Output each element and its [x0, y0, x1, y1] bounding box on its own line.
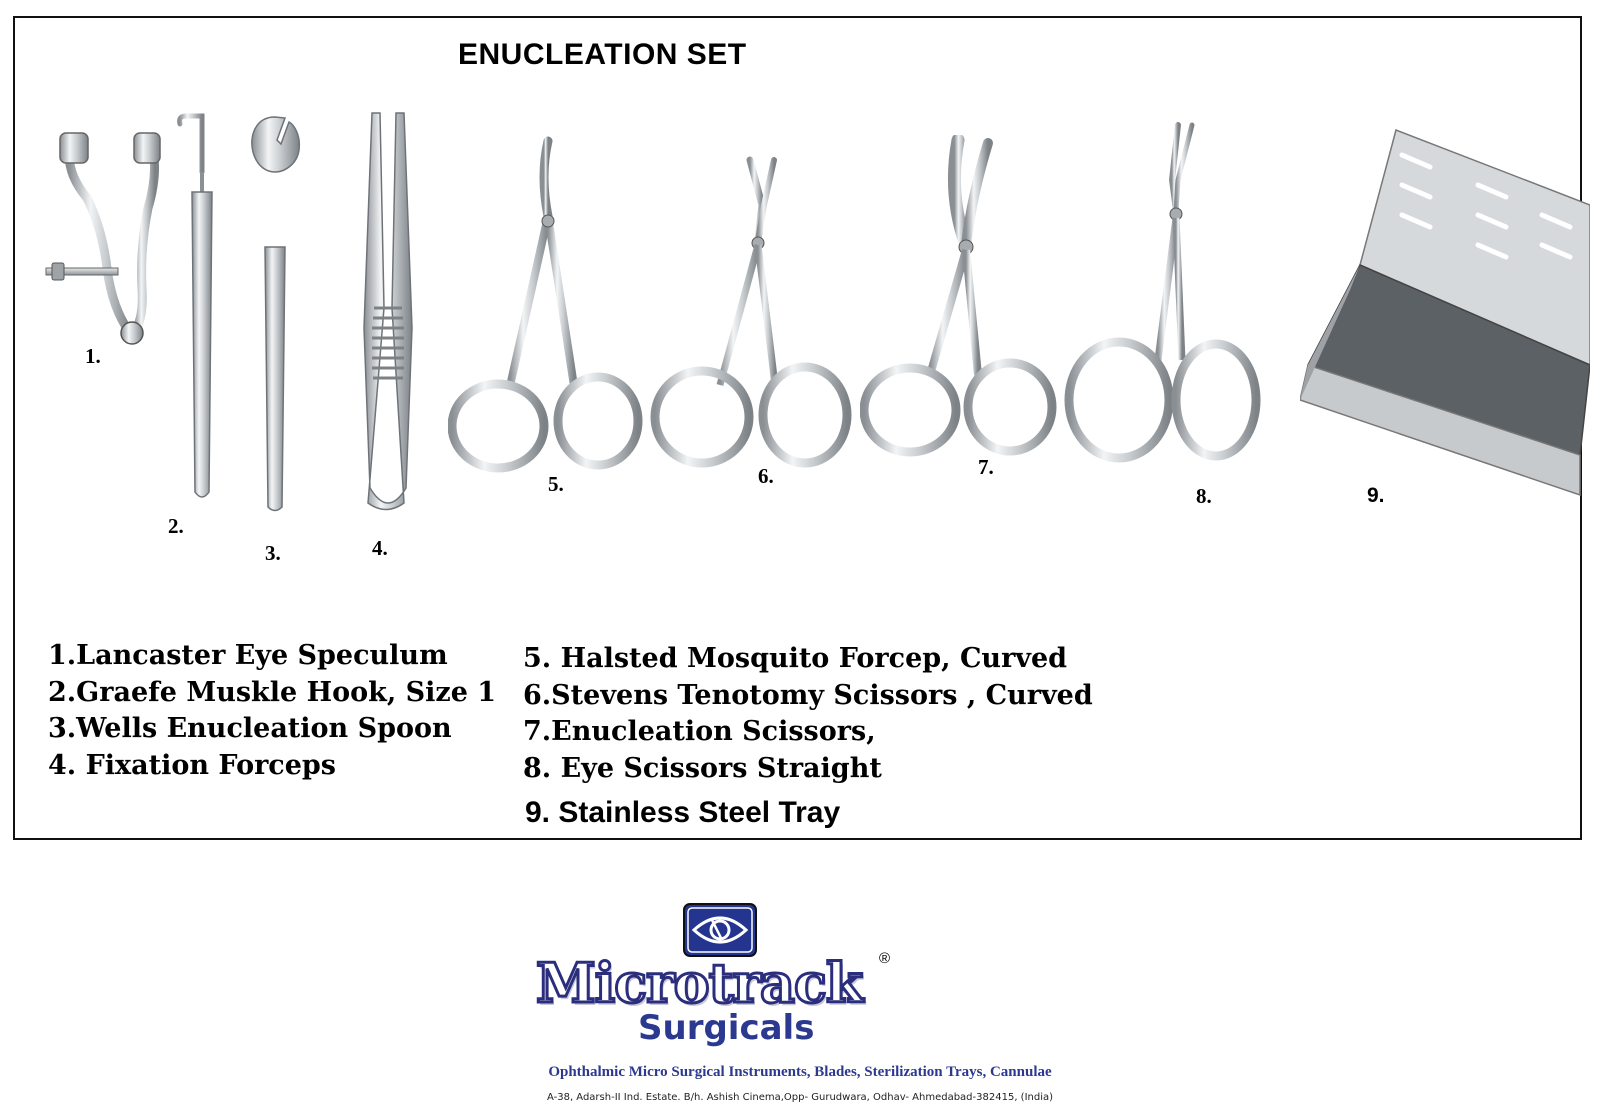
list-item: 5. Halsted Mosquito Forcep, Curved: [523, 643, 1068, 674]
item-number-4: 4.: [372, 536, 388, 560]
page-title: ENUCLEATION SET: [458, 38, 747, 71]
eye-logo-icon: [682, 902, 758, 958]
enucleation-scissors-icon: [860, 135, 1060, 460]
tenotomy-scissors-icon: [650, 155, 855, 475]
item-number-2: 2.: [168, 514, 184, 538]
mosquito-forceps-icon: [448, 136, 648, 481]
company-address: A-38, Adarsh-II Ind. Estate. B/h. Ashish Cinema,Opp- Gurudwara, Odhav- Ahmedabad-382415, (India): [546, 1092, 1054, 1103]
item-number-5: 5.: [548, 472, 564, 496]
list-item: 1.Lancaster Eye Speculum: [48, 640, 448, 671]
list-item: 4. Fixation Forceps: [48, 749, 336, 781]
item-number-3: 3.: [265, 541, 281, 565]
registered-mark: ®: [879, 950, 891, 967]
list-item: 7.Enucleation Scissors,: [523, 716, 876, 747]
eye-scissors-icon: [1064, 120, 1269, 475]
item-list-left: [48, 638, 496, 784]
list-item: 8. Eye Scissors Straight: [523, 752, 882, 784]
brand-tagline: Ophthalmic Micro Surgical Instruments, Blades, Sterilization Trays, Cannulae: [548, 1064, 1052, 1080]
item-number-6: 6.: [758, 464, 774, 488]
item-number-7: 7.: [978, 455, 994, 479]
list-item-tray: 9. Stainless Steel Tray: [525, 796, 841, 829]
list-item: 2.Graefe Muskle Hook, Size 1: [48, 676, 497, 708]
item-number-1: 1.: [85, 344, 101, 368]
muscle-hook-icon: [172, 112, 232, 512]
enucleation-spoon-icon: [245, 112, 305, 522]
steel-tray-icon: [1300, 125, 1590, 525]
list-item: 6.Stevens Tenotomy Scissors , Curved: [523, 679, 1093, 711]
item-number-9: 9.: [1367, 484, 1385, 507]
brand-name: Microtrack: [536, 951, 863, 1015]
brand-subtitle: Surgicals: [638, 1008, 815, 1048]
item-list-right: [523, 641, 1093, 787]
item-number-8: 8.: [1196, 484, 1212, 508]
list-item: 3.Wells Enucleation Spoon: [48, 713, 452, 744]
speculum-icon: [42, 128, 172, 358]
fixation-forceps-icon: [358, 108, 418, 518]
